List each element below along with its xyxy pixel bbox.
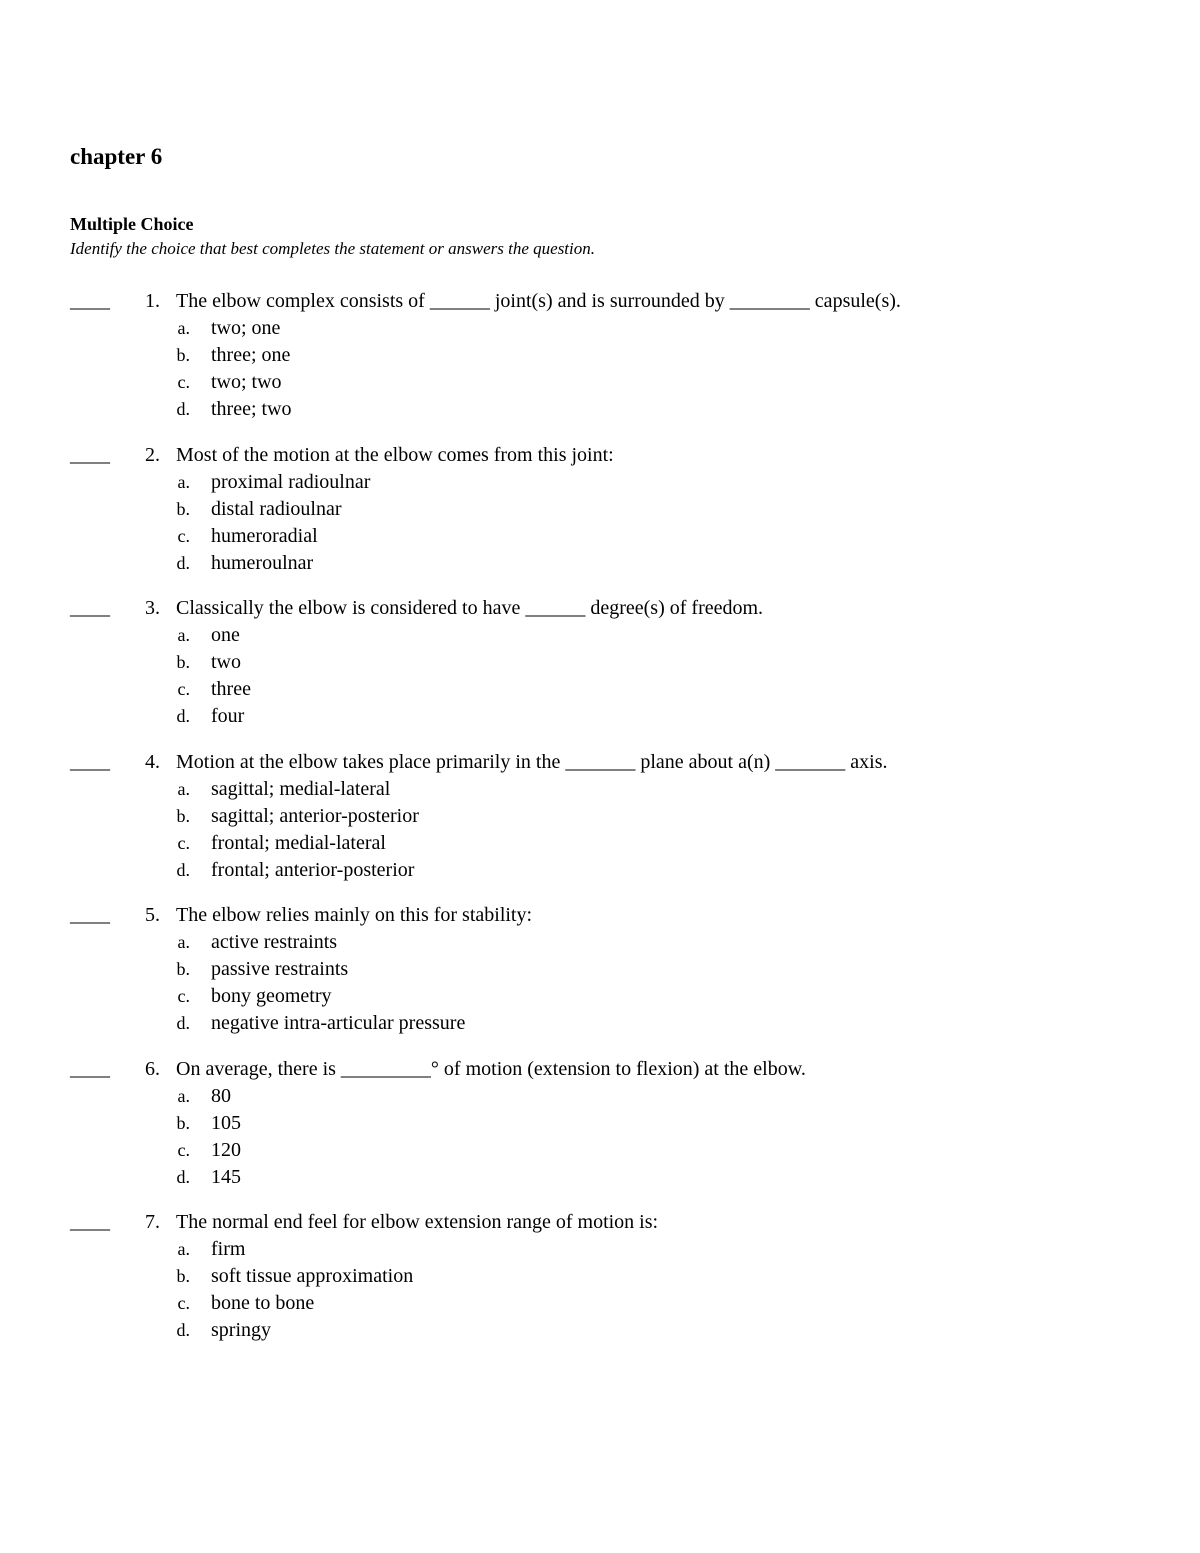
choice-letter-a: a. (177, 1086, 190, 1106)
question-number: 7. (145, 1211, 160, 1233)
choice-letter-d: d. (176, 1320, 190, 1340)
choice-text-a: two; one (211, 317, 281, 339)
choice-letter-b: b. (176, 806, 190, 826)
question-stem: The elbow relies mainly on this for stability: (176, 904, 533, 926)
question-number: 1. (145, 290, 160, 312)
choice-text-b: distal radioulnar (211, 498, 342, 520)
answer-blank: ____ (70, 597, 110, 619)
choice-letter-b: b. (176, 959, 190, 979)
choice-letter-c: c. (177, 1140, 190, 1160)
question-stem: Motion at the elbow takes place primarily in the _______ plane about a(n) _______ axis. (176, 751, 888, 773)
choice-letter-c: c. (177, 986, 190, 1006)
choice-text-c: frontal; medial-lateral (211, 832, 386, 854)
choice-text-b: 105 (211, 1112, 241, 1134)
choice-text-c: two; two (211, 371, 282, 393)
choice-text-a: one (211, 624, 240, 646)
answer-blank: ____ (70, 1058, 110, 1080)
choice-letter-a: a. (177, 779, 190, 799)
choice-letter-d: d. (176, 1167, 190, 1187)
question-number: 4. (145, 751, 160, 773)
answer-blank: ____ (70, 1211, 110, 1233)
choice-letter-d: d. (176, 553, 190, 573)
choice-letter-a: a. (177, 625, 190, 645)
choice-text-d: 145 (211, 1166, 241, 1188)
choice-letter-d: d. (176, 399, 190, 419)
question-number: 5. (145, 904, 160, 926)
choice-letter-b: b. (176, 1113, 190, 1133)
question-number: 2. (145, 444, 160, 466)
section-instructions: Identify the choice that best completes the statement or answers the question. (70, 239, 595, 258)
section-heading: Multiple Choice (70, 214, 194, 234)
question-2 (0, 442, 1200, 582)
choice-text-a: 80 (211, 1085, 231, 1107)
choice-text-a: firm (211, 1238, 246, 1260)
question-number: 3. (145, 597, 160, 619)
choice-letter-c: c. (177, 679, 190, 699)
answer-blank: ____ (70, 290, 110, 312)
question-stem: Most of the motion at the elbow comes from this joint: (176, 444, 614, 466)
choice-text-b: passive restraints (211, 958, 349, 980)
choice-text-b: three; one (211, 344, 291, 366)
choice-letter-d: d. (176, 860, 190, 880)
choice-text-d: humeroulnar (211, 552, 314, 574)
choice-letter-c: c. (177, 372, 190, 392)
question-stem: The normal end feel for elbow extension range of motion is: (176, 1211, 659, 1233)
choice-letter-b: b. (176, 1266, 190, 1286)
choice-letter-c: c. (177, 1293, 190, 1313)
choice-letter-b: b. (176, 652, 190, 672)
choice-text-b: two (211, 651, 241, 673)
choice-text-b: soft tissue approximation (211, 1265, 414, 1287)
choice-letter-b: b. (176, 345, 190, 365)
choice-text-c: three (211, 678, 251, 700)
answer-blank: ____ (70, 904, 110, 926)
question-3 (0, 595, 1200, 735)
question-stem: On average, there is _________° of motion (extension to flexion) at the elbow. (176, 1058, 806, 1080)
choice-text-c: humeroradial (211, 525, 318, 547)
choice-text-d: frontal; anterior-posterior (211, 859, 415, 881)
choice-letter-c: c. (177, 526, 190, 546)
choice-text-a: active restraints (211, 931, 338, 953)
choice-letter-a: a. (177, 472, 190, 492)
answer-blank: ____ (70, 751, 110, 773)
choice-text-c: 120 (211, 1139, 241, 1161)
choice-letter-a: a. (177, 1239, 190, 1259)
choice-text-d: negative intra-articular pressure (211, 1012, 466, 1034)
question-5 (0, 902, 1200, 1042)
question-stem: The elbow complex consists of ______ joint(s) and is surrounded by ________ capsule(s). (176, 290, 901, 312)
choice-text-d: three; two (211, 398, 292, 420)
choice-letter-b: b. (176, 499, 190, 519)
question-7 (0, 1209, 1200, 1349)
choice-letter-c: c. (177, 833, 190, 853)
answer-blank: ____ (70, 444, 110, 466)
question-6 (0, 1056, 1200, 1196)
question-number: 6. (145, 1058, 160, 1080)
question-stem: Classically the elbow is considered to have ______ degree(s) of freedom. (176, 597, 764, 619)
choice-text-d: springy (211, 1319, 271, 1341)
question-4 (0, 749, 1200, 889)
choice-letter-a: a. (177, 932, 190, 952)
choice-letter-d: d. (176, 706, 190, 726)
choice-text-b: sagittal; anterior-posterior (211, 805, 419, 827)
chapter-title: chapter 6 (70, 144, 163, 169)
choice-text-a: proximal radioulnar (211, 471, 371, 493)
choice-letter-a: a. (177, 318, 190, 338)
choice-text-c: bony geometry (211, 985, 332, 1007)
question-1 (0, 288, 1200, 428)
choice-text-a: sagittal; medial-lateral (211, 778, 391, 800)
choice-text-d: four (211, 705, 245, 727)
choice-letter-d: d. (176, 1013, 190, 1033)
choice-text-c: bone to bone (211, 1292, 315, 1314)
